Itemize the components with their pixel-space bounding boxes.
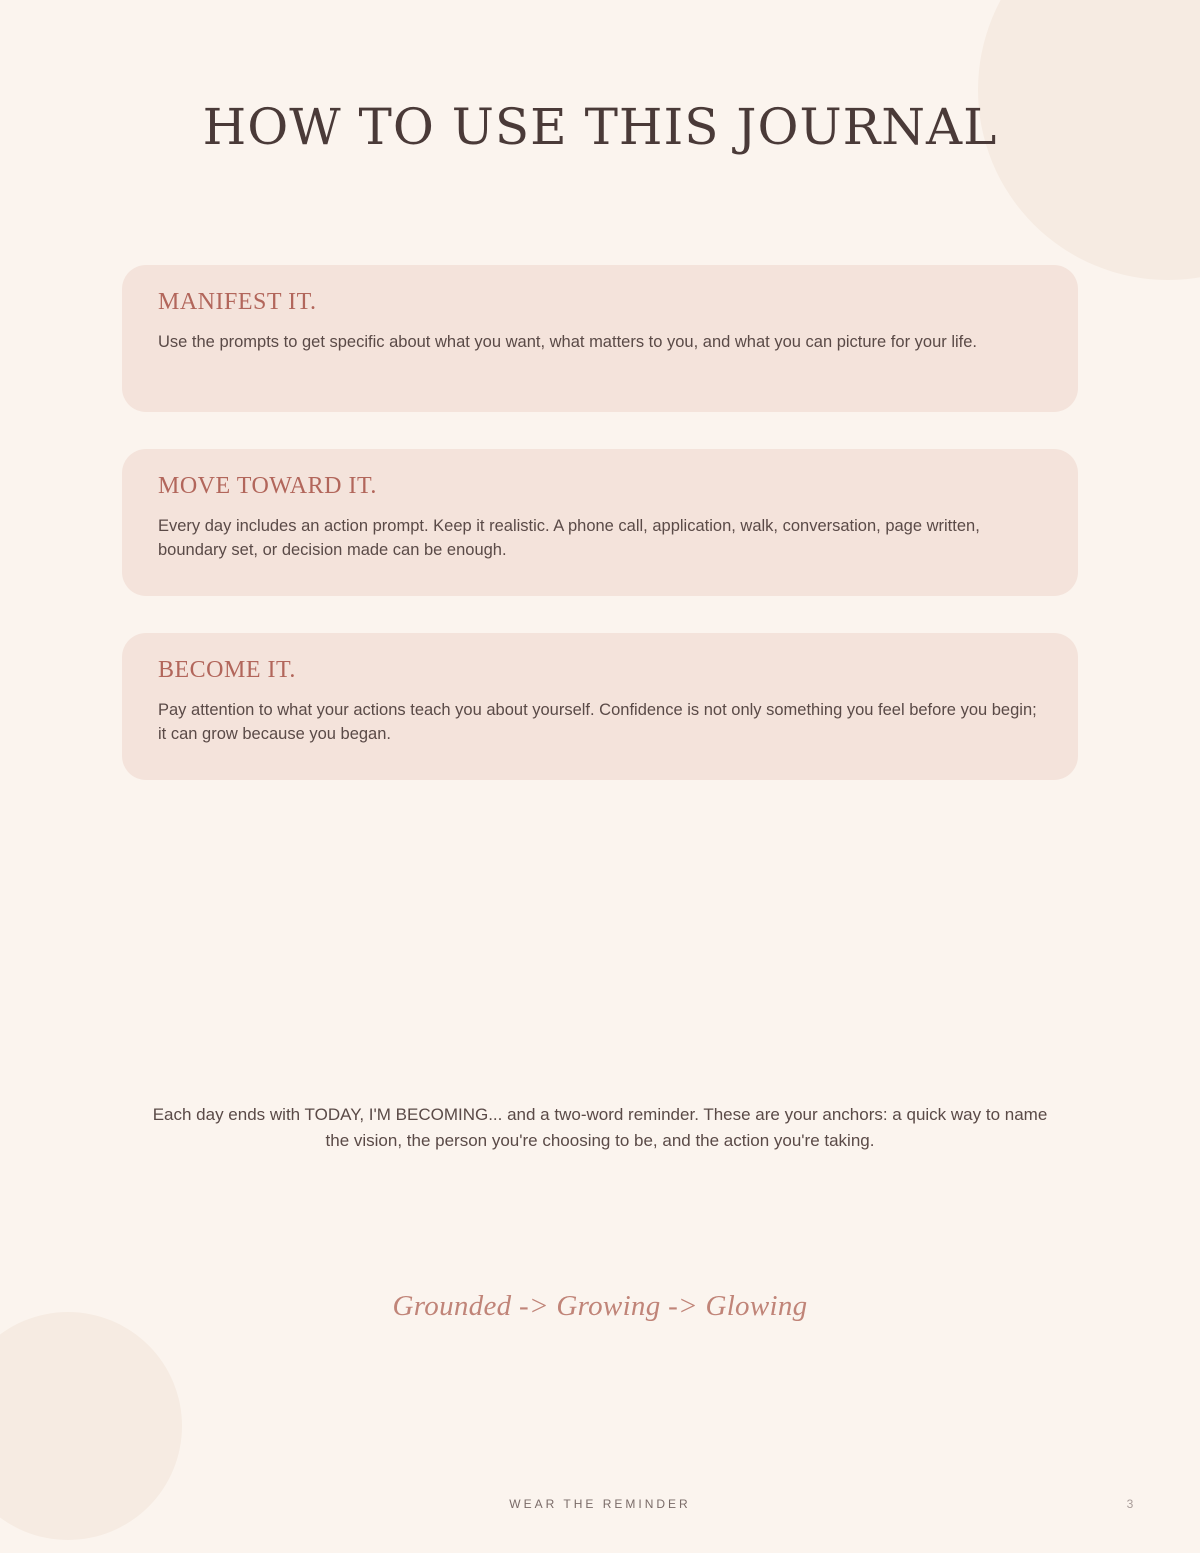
card-heading: MOVE TOWARD IT. [158, 473, 377, 499]
anchor-paragraph: Each day ends with TODAY, I'M BECOMING... and a two-word reminder. These are your anchors: a quick way to name the vision, the person you're choosing to be, and the action you're taking. [152, 1105, 1048, 1150]
page-title: HOW TO USE THIS JOURNAL [202, 98, 998, 156]
card-move-toward-it [122, 449, 1078, 596]
card-body: Pay attention to what your actions teach you about yourself. Confidence is not only something you feel before you begin; it can grow because you began. [158, 701, 1037, 743]
card-body: Use the prompts to get specific about what you want, what matters to you, and what you can picture for your life. [158, 333, 978, 351]
card-become-it [122, 633, 1078, 780]
tagline: Grounded -> Growing -> Glowing [392, 1290, 808, 1322]
card-body: Every day includes an action prompt. Keep it realistic. A phone call, application, walk, conversation, page written, boundary set, or decision made can be enough. [158, 517, 980, 559]
page-number: 3 [1126, 1497, 1134, 1511]
footer-label: WEAR THE REMINDER [509, 1497, 691, 1511]
card-manifest-it [122, 265, 1078, 412]
card-heading: MANIFEST IT. [158, 289, 317, 315]
card-heading: BECOME IT. [158, 657, 296, 683]
